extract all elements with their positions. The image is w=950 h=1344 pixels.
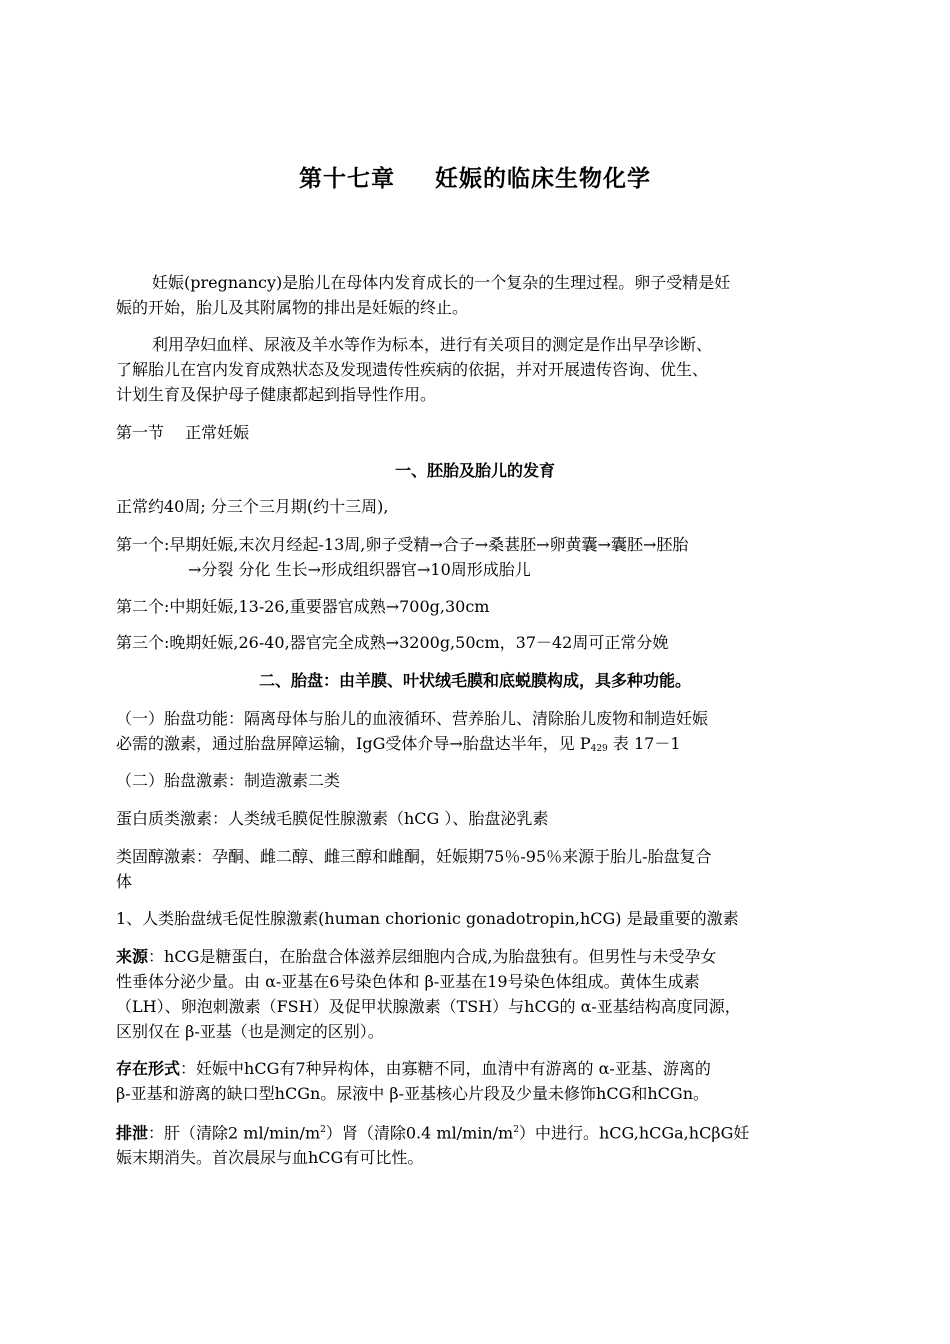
- text-line: [116, 731, 836, 762]
- text-line: β-亚基和游离的缺口型hCGn。尿液中 β-亚基核心片段及少量未修饰hCG和hCGn。: [116, 1084, 709, 1103]
- text-span: 必需的激素，通过胎盘屏障运输，IgG受体介导→胎盘达半年，见 P: [116, 734, 591, 753]
- chapter-topic: 妊娠的临床生物化学: [435, 166, 651, 192]
- text-line: 娠的开始，胎儿及其附属物的排出是妊娠的终止。: [116, 298, 469, 317]
- text-line: 利用孕妇血样、尿液及羊水等作为标本，进行有关项目的测定是作出早孕诊断、: [152, 335, 713, 354]
- chapter-title: [0, 160, 950, 193]
- text-line: [116, 1118, 836, 1145]
- text-line: 了解胎儿在宫内发育成熟状态及发现遗传性疾病的依据，并对开展遗传咨询、优生、: [116, 360, 709, 379]
- source-paragraph: [116, 944, 836, 1044]
- steroid-hormones: [116, 844, 836, 894]
- text-span: ：肝（清除2 ml/min/m: [148, 1123, 321, 1143]
- form-paragraph: [116, 1056, 836, 1106]
- text-span: ：妊娠中hCG有7种异构体，由寡糖不同，血清中有游离的 α-亚基、游离的: [180, 1059, 711, 1078]
- text-line: 妊娠(pregnancy)是胎儿在母体内发育成长的一个复杂的生理过程。卵子受精是妊: [152, 273, 731, 292]
- text-line: 娠末期消失。首次晨尿与血hCG有可比性。: [116, 1148, 424, 1168]
- text-span: ）中进行。hCG,hCGa,hCβG妊: [518, 1123, 750, 1143]
- form-label: 存在形式: [116, 1059, 181, 1078]
- placenta-function: [116, 706, 836, 762]
- text-line: 性垂体分泌少量。由 α-亚基在6号染色体和 β-亚基在19号染色体组成。黄体生成素: [116, 972, 700, 991]
- text-line: 正常约40周; 分三个三月期(约十三周),: [116, 497, 389, 516]
- first-trimester: [116, 532, 836, 582]
- second-trimester: 第二个:中期妊娠,13-26,重要器官成熟→700g,30cm: [116, 597, 490, 616]
- subsection-heading-embryo: 一、胚胎及胎儿的发育: [394, 461, 555, 480]
- text-line: 区别仅在 β-亚基（也是测定的区别）。: [116, 1022, 384, 1041]
- text-line: 体: [116, 872, 133, 891]
- text-line: [116, 1056, 836, 1081]
- excretion-paragraph: [116, 1118, 836, 1170]
- subsection-heading-placenta: 二、胎盘：由羊膜、叶状绒毛膜和底蜕膜构成，具多种功能。: [258, 671, 691, 690]
- text-span: ：hCG是糖蛋白，在胎盘合体滋养层细胞内合成,为胎盘独有。但男性与未受孕女: [148, 947, 717, 966]
- text-line: （LH）、卵泡刺激素（FSH）及促甲状腺激素（TSH）与hCG的 α-亚基结构高度同源，: [116, 997, 741, 1016]
- text-line: 类固醇激素：孕酮、雌二醇、雌三醇和雌酮，妊娠期75％-95％来源于胎儿-胎盘复合: [116, 847, 712, 866]
- text-span: ）肾（清除0.4 ml/min/m: [325, 1123, 514, 1143]
- superscript: 2: [513, 1125, 519, 1135]
- third-trimester: 第三个:晚期妊娠,26-40,器官完全成熟→3200g,50cm，37－42周可正常分娩: [116, 633, 669, 652]
- text-line: [116, 944, 836, 969]
- placenta-hormones: （二）胎盘激素：制造激素二类: [116, 771, 341, 790]
- intro-paragraph-2: [116, 332, 836, 407]
- text-line: 计划生育及保护母子健康都起到指导性作用。: [116, 385, 437, 404]
- intro-paragraph-1: [116, 270, 836, 320]
- page-subscript: 429: [590, 744, 608, 754]
- section-heading: 第一节 正常妊娠: [116, 423, 250, 442]
- excretion-label: 排泄: [116, 1123, 149, 1143]
- superscript: 2: [320, 1125, 326, 1135]
- source-label: 来源: [116, 947, 149, 966]
- text-span: 表 17－1: [607, 734, 681, 753]
- text-line: （一）胎盘功能：隔离母体与胎儿的血液循环、营养胎儿、清除胎儿废物和制造妊娠: [116, 709, 709, 728]
- chapter-number: 第十七章: [299, 166, 395, 192]
- hcg-heading: 1、人类胎盘绒毛促性腺激素(human chorionic gonadotropin,hCG) 是最重要的激素: [116, 909, 739, 928]
- text-line: 第一个:早期妊娠,末次月经起-13周,卵子受精→合子→桑葚胚→卵黄囊→囊胚→胚胎: [116, 535, 689, 554]
- text-line: →分裂 分化 生长→形成组织器官→10周形成胎儿: [188, 560, 531, 579]
- protein-hormones: 蛋白质类激素：人类绒毛膜促性腺激素（hCG ）、胎盘泌乳素: [116, 809, 549, 828]
